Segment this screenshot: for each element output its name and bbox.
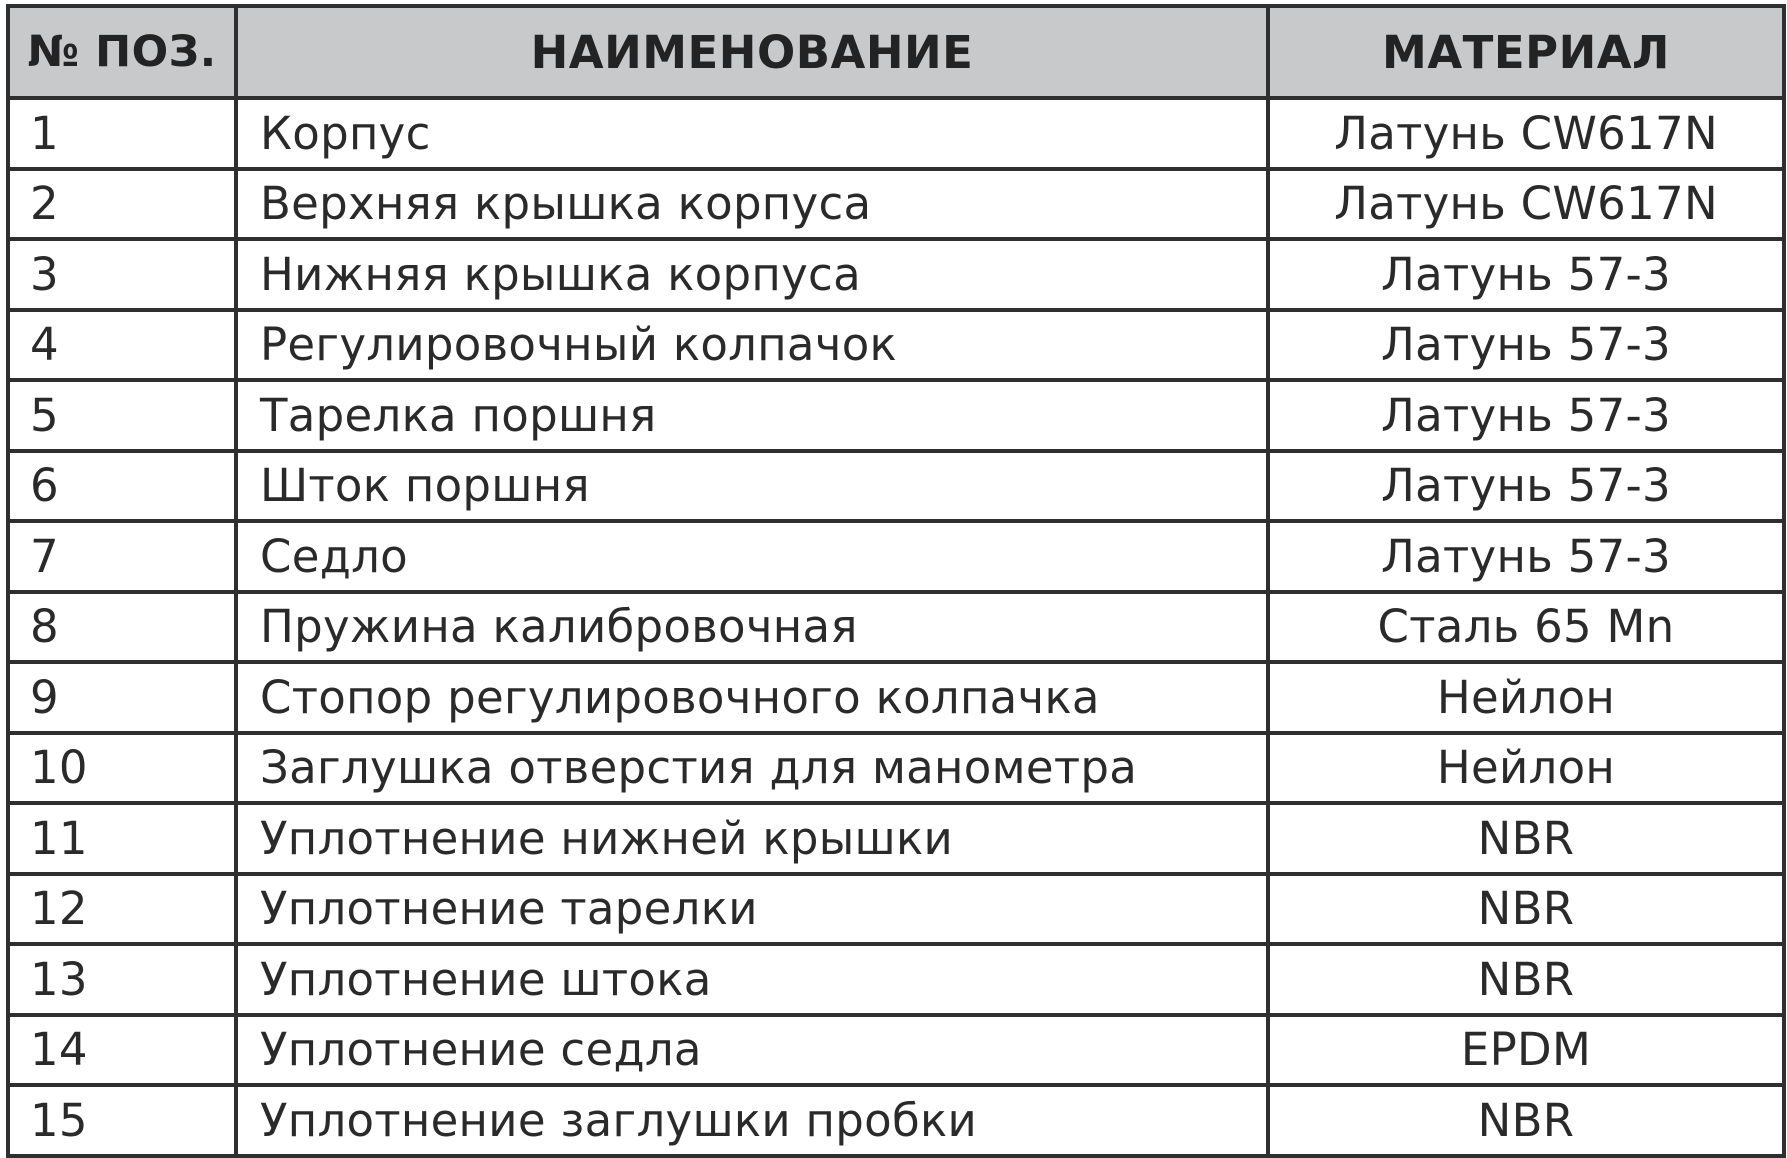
position-cell: 3: [8, 239, 236, 310]
header-name: НАИМЕНОВАНИЕ: [236, 6, 1268, 98]
header-position: № ПОЗ.: [8, 6, 236, 98]
position-cell: 6: [8, 451, 236, 522]
header-material: МАТЕРИАЛ: [1268, 6, 1784, 98]
material-cell: Латунь 57-3: [1268, 521, 1784, 592]
table-row: [8, 239, 1784, 310]
position-cell: 14: [8, 1015, 236, 1086]
material-cell: Латунь 57-3: [1268, 310, 1784, 381]
name-cell: Седло: [236, 521, 1268, 592]
table-row: [8, 310, 1784, 381]
material-cell: NBR: [1268, 803, 1784, 874]
header-row: [8, 6, 1784, 98]
position-cell: 10: [8, 733, 236, 804]
name-cell: Шток поршня: [236, 451, 1268, 522]
position-cell: 7: [8, 521, 236, 592]
position-cell: 8: [8, 592, 236, 663]
material-cell: NBR: [1268, 944, 1784, 1015]
name-cell: Корпус: [236, 98, 1268, 169]
position-cell: 9: [8, 662, 236, 733]
name-cell: Уплотнение тарелки: [236, 874, 1268, 945]
parts-table: [6, 4, 1786, 1158]
table-row: [8, 733, 1784, 804]
name-cell: Верхняя крышка корпуса: [236, 169, 1268, 240]
position-cell: 13: [8, 944, 236, 1015]
material-cell: Сталь 65 Mn: [1268, 592, 1784, 663]
material-cell: EPDM: [1268, 1015, 1784, 1086]
position-cell: 4: [8, 310, 236, 381]
table-row: [8, 169, 1784, 240]
position-cell: 12: [8, 874, 236, 945]
table-row: [8, 662, 1784, 733]
table-row: [8, 803, 1784, 874]
table-row: [8, 521, 1784, 592]
table-row: [8, 944, 1784, 1015]
table-row: [8, 380, 1784, 451]
table-row: [8, 451, 1784, 522]
table-row: [8, 592, 1784, 663]
table-row: [8, 98, 1784, 169]
material-cell: Латунь 57-3: [1268, 451, 1784, 522]
position-cell: 5: [8, 380, 236, 451]
table-row: [8, 1015, 1784, 1086]
material-cell: Латунь CW617N: [1268, 169, 1784, 240]
name-cell: Нижняя крышка корпуса: [236, 239, 1268, 310]
material-cell: NBR: [1268, 874, 1784, 945]
name-cell: Пружина калибровочная: [236, 592, 1268, 663]
position-cell: 2: [8, 169, 236, 240]
position-cell: 11: [8, 803, 236, 874]
name-cell: Уплотнение заглушки пробки: [236, 1085, 1268, 1156]
name-cell: Уплотнение нижней крышки: [236, 803, 1268, 874]
table-body: [8, 98, 1784, 1156]
position-cell: 15: [8, 1085, 236, 1156]
name-cell: Заглушка отверстия для манометра: [236, 733, 1268, 804]
material-cell: Нейлон: [1268, 733, 1784, 804]
name-cell: Уплотнение штока: [236, 944, 1268, 1015]
material-cell: NBR: [1268, 1085, 1784, 1156]
material-cell: Латунь CW617N: [1268, 98, 1784, 169]
name-cell: Регулировочный колпачок: [236, 310, 1268, 381]
material-cell: Латунь 57-3: [1268, 239, 1784, 310]
name-cell: Тарелка поршня: [236, 380, 1268, 451]
table-row: [8, 874, 1784, 945]
name-cell: Уплотнение седла: [236, 1015, 1268, 1086]
material-cell: Латунь 57-3: [1268, 380, 1784, 451]
name-cell: Стопор регулировочного колпачка: [236, 662, 1268, 733]
position-cell: 1: [8, 98, 236, 169]
material-cell: Нейлон: [1268, 662, 1784, 733]
table-row: [8, 1085, 1784, 1156]
